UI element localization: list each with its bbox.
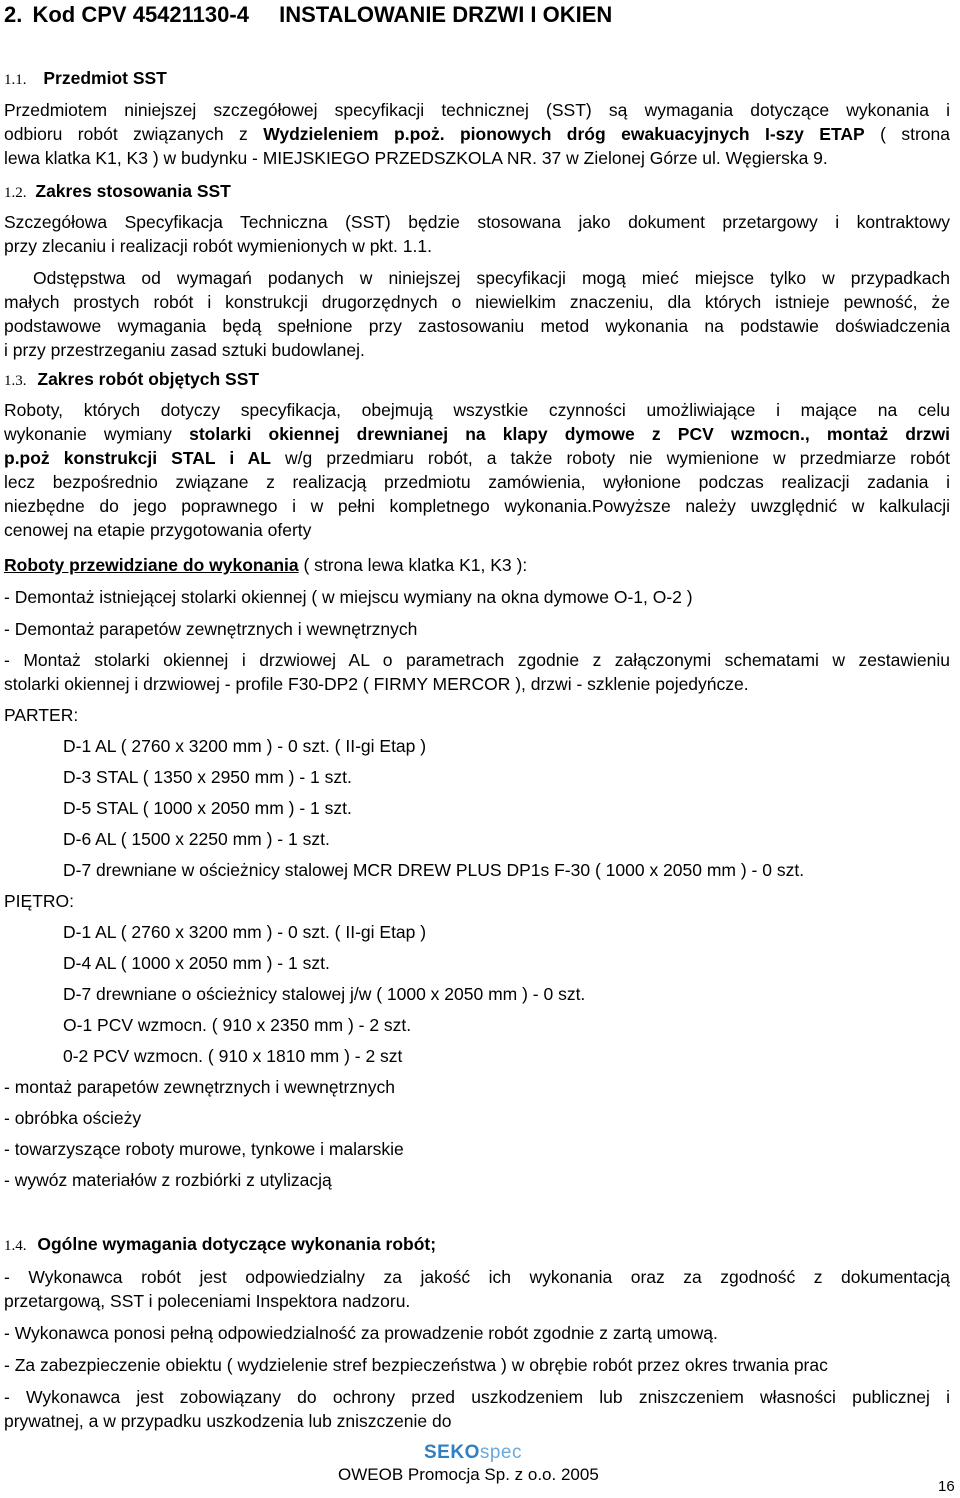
paragraph-line: lewa klatka K1, K3 ) w budynku - MIEJSKIEGO PRZEDSZKOLA NR. 37 w Zielonej Górze ul. Węgierska 9. (4, 148, 828, 168)
paragraph-line: i przy przestrzeganiu zasad sztuki budowlanej. (4, 340, 365, 360)
section-number: 1.2. (4, 185, 27, 201)
section-title: Przedmiot SST (43, 68, 167, 88)
heading-title: INSTALOWANIE DRZWI I OKIEN (279, 2, 613, 27)
door-item: D-7 drewniane w ościeżnicy stalowej MCR DREW PLUS DP1s F-30 ( 1000 x 2050 mm ) - 0 szt. (63, 860, 805, 880)
list-item: - Demontaż parapetów zewnętrznych i wewnętrznych (4, 619, 418, 639)
paragraph-line: prywatnej, a w przypadku uszkodzenia lub zniszczenie do (4, 1411, 452, 1431)
paragraph-line: odbioru robót związanych z Wydzieleniem p.poż. pionowych dróg ewakuacyjnych I-szy ETAP ( strona (4, 124, 950, 144)
paragraph-line: Odstępstwa od wymagań podanych w niniejszej specyfikacji mogą mieć miejsce tylko w przypadkach (33, 268, 950, 288)
document-heading (4, 2, 612, 28)
section-number: 1.4. (4, 1238, 27, 1254)
floor-label-parter: PARTER: (4, 705, 79, 725)
scope-bold: p.poż konstrukcji STAL i AL (4, 448, 271, 468)
paragraph-line: - Wykonawca jest zobowiązany do ochrony przed uszkodzeniem lub zniszczeniem własności publicznej i (4, 1387, 950, 1407)
paragraph-line: Przedmiotem niniejszej szczegółowej specyfikacji technicznej (SST) są wymagania dotyczące wykonania i (4, 100, 950, 120)
page-number: 16 (938, 1478, 955, 1495)
works-list-heading: Roboty przewidziane do wykonania ( strona lewa klatka K1, K3 ): (4, 555, 528, 575)
list-item: - montaż parapetów zewnętrznych i wewnętrznych (4, 1077, 396, 1097)
paragraph-line: - Za zabezpieczenie obiektu ( wydzielenie stref bezpieczeństwa ) w obrębie robót przez okres trwania prac (4, 1355, 828, 1375)
door-item: D-7 drewniane o ościeżnicy stalowej j/w ( 1000 x 2050 mm ) - 0 szt. (63, 984, 586, 1004)
section-title: Ogólne wymagania dotyczące wykonania robót; (37, 1234, 437, 1254)
door-item: D-1 AL ( 2760 x 3200 mm ) - 0 szt. ( II-gi Etap ) (63, 922, 427, 942)
window-item: 0-2 PCV wzmocn. ( 910 x 1810 mm ) - 2 szt (63, 1046, 403, 1066)
paragraph-line: p.poż konstrukcji STAL i AL w/g przedmiaru robót, a także roboty nie wymienione w przedmiarze robót (4, 448, 951, 468)
section-number: 1.1. (4, 72, 27, 88)
section-1-4-heading (4, 1232, 436, 1258)
list-item: - wywóz materiałów z rozbiórki z utylizacją (4, 1170, 332, 1190)
heading-code: Kod CPV 45421130-4 (32, 2, 249, 27)
section-1-3-heading (4, 367, 259, 393)
paragraph-line: Szczegółowa Specyfikacja Techniczna (SST) będzie stosowana jako dokument przetargowy i kontraktowy (4, 212, 950, 232)
section-title: Zakres robót objętych SST (37, 369, 260, 389)
paragraph-line: wykonanie wymiany stolarki okiennej drewnianej na klapy dymowe z PCV wzmocn., montaż drzwi (4, 424, 951, 444)
paragraph-line: przetargową, SST i poleceniami Inspektora nadzoru. (4, 1291, 411, 1311)
paragraph-line: niezbędne do jego poprawnego i w pełni kompletnego wykonania.Powyższe należy uwzględnić w kalkulacji (4, 496, 950, 516)
section-number: 1.3. (4, 373, 27, 389)
paragraph-line: Roboty, których dotyczy specyfikacja, obejmują wszystkie czynności umożliwiające i mające na celu (4, 400, 950, 420)
section-title: Zakres stosowania SST (35, 181, 231, 201)
door-item: D-6 AL ( 1500 x 2250 mm ) - 1 szt. (63, 829, 330, 849)
door-item: D-4 AL ( 1000 x 2050 mm ) - 1 szt. (63, 953, 330, 973)
door-item: D-5 STAL ( 1000 x 2050 mm ) - 1 szt. (63, 798, 352, 818)
section-1-2-heading (4, 179, 231, 205)
paragraph-line: małych prostych robót i konstrukcji drugorzędnych o niewielkim znaczeniu, dla których istnieje pewność, że (4, 292, 950, 312)
paragraph-line: - Wykonawca robót jest odpowiedzialny za jakość ich wykonania oraz za zgodność z dokumentacją (4, 1267, 950, 1287)
floor-label-pietro: PIĘTRO: (4, 891, 75, 911)
list-item: - towarzyszące roboty murowe, tynkowe i malarskie (4, 1139, 404, 1159)
section-1-1-heading (4, 66, 167, 92)
paragraph-line: podstawowe wymagania będą spełnione przy zastosowaniu metod wykonania na podstawie doświadczenia (4, 316, 950, 336)
door-item: D-3 STAL ( 1350 x 2950 mm ) - 1 szt. (63, 767, 352, 787)
scope-bold: stolarki okiennej drewnianej na klapy dymowe z PCV wzmocn., montaż drzwi (189, 424, 951, 444)
footer-company: OWEOB Promocja Sp. z o.o. 2005 (338, 1465, 599, 1484)
list-item: - obróbka ościeży (4, 1108, 142, 1128)
door-item: D-1 AL ( 2760 x 3200 mm ) - 0 szt. ( II-gi Etap ) (63, 736, 427, 756)
list-item: stolarki okiennej i drzwiowej - profile F30-DP2 ( FIRMY MERCOR ), drzwi - szklenie pojedyńcze. (4, 674, 749, 694)
subject-bold: Wydzieleniem p.poż. pionowych dróg ewakuacyjnych I-szy ETAP (263, 124, 865, 144)
footer-brand-logo: SEKOspec (424, 1442, 522, 1463)
heading-number: 2. (4, 2, 23, 27)
list-item: - Demontaż istniejącej stolarki okiennej ( w miejscu wymiany na okna dymowe O-1, O-2 ) (4, 587, 693, 607)
list-item: - Montaż stolarki okiennej i drzwiowej AL o parametrach zgodnie z załączonymi schematami w zestawieniu (4, 650, 950, 670)
paragraph-line: przy zlecaniu i realizacji robót wymienionych w pkt. 1.1. (4, 236, 432, 256)
paragraph-line: - Wykonawca ponosi pełną odpowiedzialność za prowadzenie robót zgodnie z zartą umową. (4, 1323, 718, 1343)
paragraph-line: cenowej na etapie przygotowania oferty (4, 520, 312, 540)
window-item: O-1 PCV wzmocn. ( 910 x 2350 mm ) - 2 szt. (63, 1015, 412, 1035)
paragraph-line: lecz bezpośrednio związane z realizacją przedmiotu zamówienia, wyłonione podczas realizacji zadania i (4, 472, 950, 492)
